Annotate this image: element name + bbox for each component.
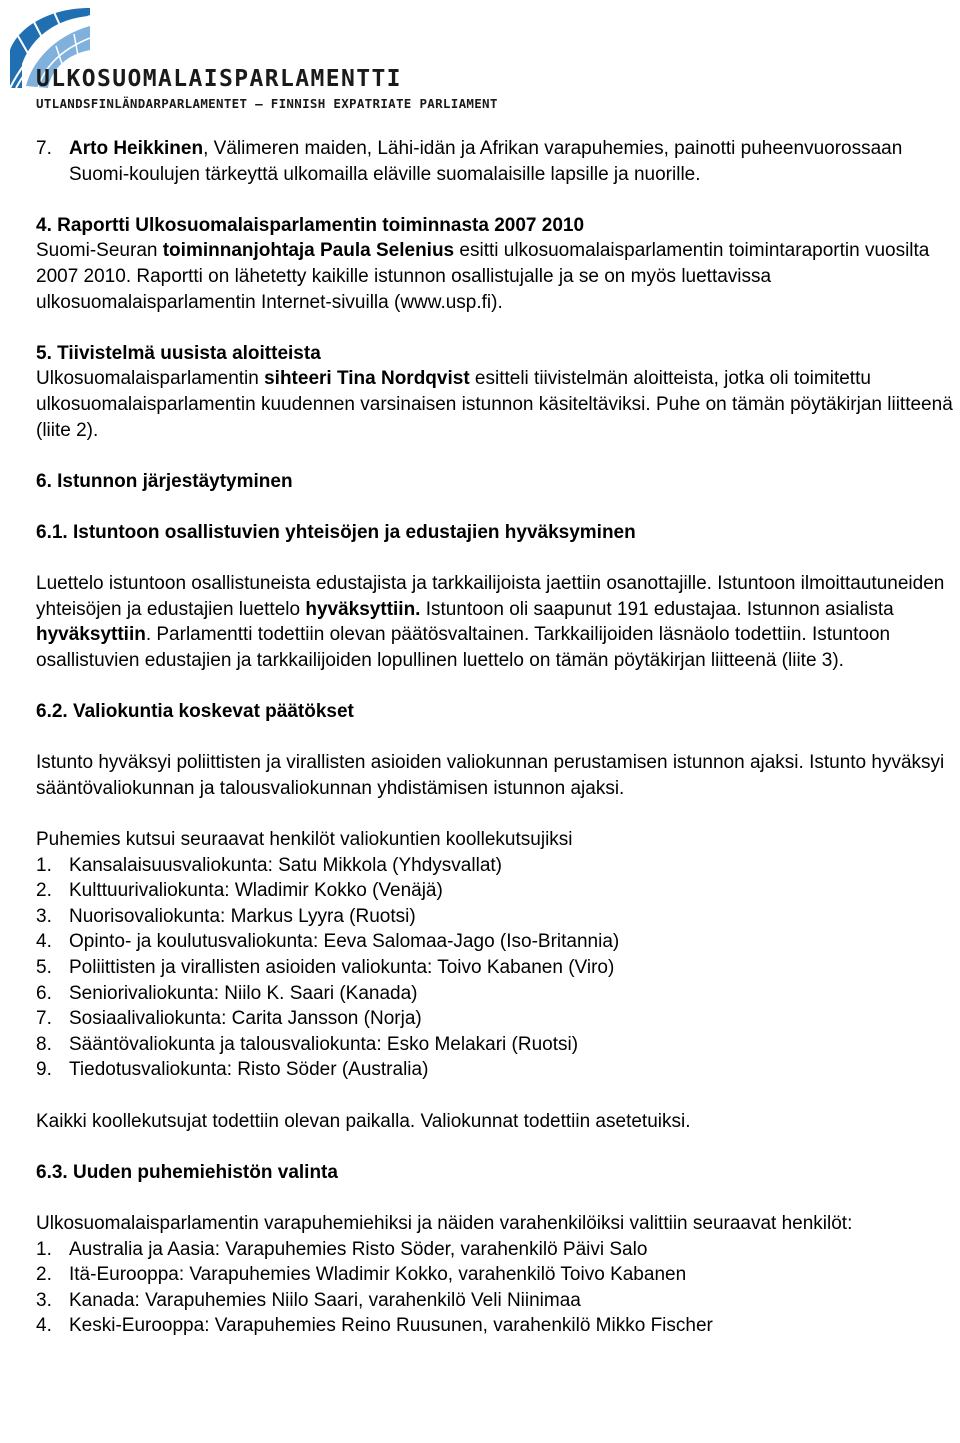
paragraph-bold: hyväksyttiin. — [305, 598, 421, 620]
list-item-number: 4. — [36, 1315, 52, 1337]
section-6-2-paragraph-2: Puhemies kutsui seuraavat henkilöt valiokuntien koollekutsujiksi — [36, 829, 573, 851]
item-text — [69, 136, 956, 187]
list-item-text: Itä-Eurooppa: Varapuhemies Wladimir Kokko, varahenkilö Toivo Kabanen — [69, 1264, 687, 1286]
item-number: 7. — [36, 138, 52, 159]
section-6-3-paragraph: Ulkosuomalaisparlamentin varapuhemiehiksi ja näiden varahenkilöiksi valittiin seuraavat henkilöt: — [36, 1212, 853, 1234]
paragraph-text: Luettelo istuntoon osallistuneista edustajista ja tarkkailijoista jaettiin osanottajille. Istuntoon ilmoittautuneiden yhteisöjen ja edustajien luettelo — [36, 573, 945, 620]
paragraph-bold: sihteeri Tina Nordqvist — [264, 368, 470, 390]
list-item-number: 8. — [36, 1033, 52, 1055]
list-item — [36, 1262, 956, 1288]
list-item-number: 3. — [36, 1289, 52, 1311]
section-4-heading: 4. Raportti Ulkosuomalaisparlamentin toiminnasta 2007 2010 — [36, 214, 585, 236]
item-7 — [36, 136, 956, 187]
section-6-2-heading: 6.2. Valiokuntia koskevat päätökset — [36, 701, 354, 723]
list-item-number: 7. — [36, 1008, 52, 1030]
paragraph-text: esitti ulkosuomalaisparlamentin toimintaraportin vuosilta 2007 2010. Raportti on lähetetty kaikille istunnon osallistujalle ja se on myös luettavissa ulkosuomalaisparlamentin Internet-sivuilla (www.usp.fi). — [36, 240, 930, 313]
conveners-list — [36, 853, 956, 1083]
section-5-heading: 5. Tiivistelmä uusista aloitteista — [36, 342, 321, 364]
list-item-number: 2. — [36, 1264, 52, 1286]
paragraph-text: Istuntoon oli saapunut 191 edustajaa. Istunnon asialista — [420, 598, 894, 620]
list-item — [36, 981, 956, 1007]
paragraph-text: Suomi-Seuran — [36, 240, 163, 262]
speaker-name: Arto Heikkinen — [69, 138, 204, 159]
list-item-text: Sääntövaliokunta ja talousvaliokunta: Esko Melakari (Ruotsi) — [69, 1033, 579, 1055]
vice-speakers-list — [36, 1237, 956, 1339]
document-body — [36, 136, 956, 1339]
section-6-heading: 6. Istunnon järjestäytyminen — [36, 470, 293, 492]
paragraph-text: Ulkosuomalaisparlamentin — [36, 368, 265, 390]
section-6-2-paragraph-3: Kaikki koollekutsujat todettiin olevan paikalla. Valiokunnat todettiin asetetuiksi. — [36, 1110, 691, 1132]
list-item-number: 4. — [36, 931, 52, 953]
section-6-3-heading: 6.3. Uuden puhemiehistön valinta — [36, 1161, 338, 1183]
section-4-paragraph — [36, 238, 956, 315]
list-item-text: Seniorivaliokunta: Niilo K. Saari (Kanada) — [69, 982, 418, 1004]
list-item-text: Opinto- ja koulutusvaliokunta: Eeva Salomaa-Jago (Iso-Britannia) — [69, 931, 620, 953]
list-item — [36, 955, 956, 981]
section-6-1-heading: 6.1. Istuntoon osallistuvien yhteisöjen ja edustajien hyväksyminen — [36, 521, 636, 543]
list-item-text: Kansalaisuusvaliokunta: Satu Mikkola (Yhdysvallat) — [69, 854, 502, 876]
list-item-text: Keski-Eurooppa: Varapuhemies Reino Ruusunen, varahenkilö Mikko Fischer — [69, 1315, 713, 1337]
list-item-number: 6. — [36, 982, 52, 1004]
list-item — [36, 1006, 956, 1032]
list-item — [36, 1032, 956, 1058]
organization-name: ULKOSUOMALAISPARLAMENTTI — [36, 66, 402, 92]
section-6-1-paragraph — [36, 571, 956, 673]
section-5-paragraph — [36, 366, 956, 443]
list-item — [36, 929, 956, 955]
item-description: , Välimeren maiden, Lähi-idän ja Afrikan varapuhemies, painotti puheenvuorossaan Suomi-koulujen tärkeyttä ulkomailla eläville suomalaisille lapsille ja nuorille. — [69, 138, 903, 185]
list-item — [36, 904, 956, 930]
list-item — [36, 1288, 956, 1314]
list-item-number: 2. — [36, 880, 52, 902]
paragraph-bold: toiminnanjohtaja Paula Selenius — [162, 240, 455, 262]
list-item-text: Kanada: Varapuhemies Niilo Saari, varahenkilö Veli Niinimaa — [69, 1289, 581, 1311]
list-item-text: Tiedotusvaliokunta: Risto Söder (Australia) — [69, 1059, 429, 1081]
list-item — [36, 1313, 956, 1339]
list-item-number: 9. — [36, 1059, 52, 1081]
list-item-text: Poliittisten ja virallisten asioiden valiokunta: Toivo Kabanen (Viro) — [69, 957, 615, 978]
list-item-text: Australia ja Aasia: Varapuhemies Risto Söder, varahenkilö Päivi Salo — [69, 1238, 648, 1260]
section-6-2-paragraph-1: Istunto hyväksyi poliittisten ja virallisten asioiden valiokunnan perustamisen istunnon ajaksi. Istunto hyväksyi sääntövaliokunnan ja talousvaliokunnan yhdistämisen istunnon ajaksi. — [36, 752, 945, 799]
list-item-number: 5. — [36, 957, 52, 978]
list-item-text: Kulttuurivaliokunta: Wladimir Kokko (Venäjä) — [69, 880, 443, 902]
list-item — [36, 878, 956, 904]
list-item-number: 3. — [36, 905, 52, 927]
list-item-text: Nuorisovaliokunta: Markus Lyyra (Ruotsi) — [69, 905, 416, 927]
list-item-number: 1. — [36, 1238, 52, 1260]
list-item — [36, 853, 956, 879]
organization-subtitle: UTLANDSFINLÄNDARPARLAMENTET – FINNISH EXPATRIATE PARLIAMENT — [36, 96, 498, 111]
list-item — [36, 1057, 956, 1083]
list-item — [36, 1237, 956, 1263]
paragraph-bold: hyväksyttiin — [36, 624, 146, 646]
paragraph-text: . Parlamentti todettiin olevan päätösvaltainen. Tarkkailijoiden läsnäolo todettiin. Istuntoon osallistuvien edustajien ja tarkkailijoiden lopullinen luettelo on tämän pöytäkirjan liitteenä (liite 3). — [36, 624, 891, 671]
list-item-number: 1. — [36, 854, 52, 876]
paragraph-text: esitteli tiivistelmän aloitteista, jotka oli toimitettu ulkosuomalaisparlamentin kuudennen varsinaisen istunnon käsiteltäviksi. Puhe on tämän pöytäkirjan liitteenä (liite 2). — [36, 368, 953, 441]
list-item-text: Sosiaalivaliokunta: Carita Jansson (Norja) — [69, 1008, 422, 1030]
